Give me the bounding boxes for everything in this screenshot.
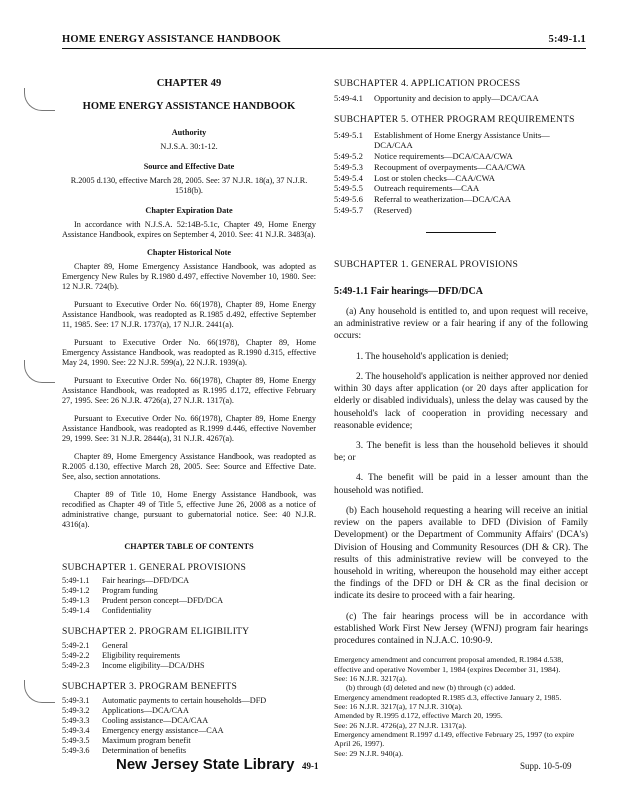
toc-row[interactable]	[62, 726, 316, 736]
toc-entry: Notice requirements—DCA/CAA/CWA	[374, 151, 513, 162]
toc-table	[62, 641, 316, 671]
toc-row[interactable]	[334, 205, 588, 216]
toc-row[interactable]	[62, 706, 316, 716]
toc-row[interactable]	[62, 641, 316, 651]
history-line: See: 29 N.J.R. 940(a).	[334, 748, 404, 758]
list-item: 4. The benefit will be paid in a lesser amount than the household was notified.	[334, 473, 588, 496]
toc-row[interactable]	[334, 93, 588, 104]
history-note: Pursuant to Executive Order No. 66(1978), Chapter 89, Home Energy Assistance Handbook, was readopted as R.1999 d.446, effective November 29, 1999. See: 31 N.J.R. 2844(a), 31 N.J.R. 4267(a).	[62, 413, 316, 443]
left-toc	[62, 562, 316, 756]
subchapter-heading: SUBCHAPTER 1. GENERAL PROVISIONS	[62, 561, 247, 573]
supplement-date: Supp. 10-5-09	[520, 761, 572, 771]
history-note: Chapter 89, Home Emergency Assistance Handbook, was readopted as R.2005 d.130, effective March 28, 2005. See: Source and Effective Date. See, also, section annotations.	[62, 451, 316, 481]
toc-table	[62, 576, 316, 616]
toc-number: 5:49-1.3	[62, 596, 90, 606]
right-column	[334, 78, 588, 758]
history-line: Emergency amendment and concurrent proposal amended, R.1984 d.538, effective and operative November 1, 1984 (expires December 31, 1984).	[334, 655, 564, 674]
toc-entry: Opportunity and decision to apply—DCA/CAA	[374, 93, 539, 104]
toc-table	[334, 93, 588, 104]
page-number: 49-1	[302, 761, 319, 771]
toc-entry: Establishment of Home Energy Assistance Units—DCA/CAA	[374, 129, 550, 151]
history-note: Pursuant to Executive Order No. 66(1978), Chapter 89, Home Energy Assistance Handbook, was readopted as R.1985 d.492, effective September 11, 1985. See: 17 N.J.R. 1737(a), 17 N.J.R. 2441(a).	[62, 299, 316, 329]
toc-row[interactable]	[62, 716, 316, 726]
list-item: 2. The household's application is neither approved nor denied within 30 days after application (or 20 days after application for elderly or disabled individuals), unless the delay was caused by the household's lack of cooperation in providing necessary and reasonable evidence;	[334, 371, 588, 431]
toc-entry: Prudent person concept—DFD/DCA	[102, 596, 223, 606]
toc-number: 5:49-5.4	[334, 172, 363, 183]
toc-row[interactable]	[334, 130, 588, 151]
toc-entry: Emergency energy assistance—CAA	[102, 725, 224, 735]
toc-entry: Determination of benefits	[102, 745, 187, 755]
history-line: See: 16 N.J.R. 3217(a), 17 N.J.R. 310(a).	[334, 701, 463, 711]
toc-entry: Maximum program benefit	[102, 735, 191, 745]
list-item: 3. The benefit is less than the household believes it should be; or	[334, 440, 588, 464]
source-text: R.2005 d.130, effective March 28, 2005. See: 37 N.J.R. 18(a), 37 N.J.R. 1518(b).	[70, 175, 308, 195]
toc-entry: Cooling assistance—DCA/CAA	[102, 715, 209, 725]
history-line: (b) through (d) deleted and new (b) through (c) added.	[346, 683, 516, 693]
toc-row[interactable]	[334, 151, 588, 162]
history-heading: Chapter Historical Note	[147, 247, 231, 257]
paragraph-items	[334, 351, 588, 497]
toc-row[interactable]	[62, 596, 316, 606]
paragraph-c: (c) The fair hearings process will be in accordance with established Work First New Jersey (WFNJ) program fair hearings procedures contained in N.J.A.C. 10:90-9.	[334, 611, 588, 647]
toc-number: 5:49-3.2	[62, 705, 90, 715]
paragraph-b: (b) Each household requesting a hearing will receive an initial review on the papers available to DFD (Division of Family Development) or the Department of Community Affairs' (DCA's) Division of Housing and Community Resources (DH & CR). The results of this administrative review will be conveyed to the household in writing, whereupon the household may either accept the findings of the DFD or DH & CR as the final decision or indicate its desire to proceed with a fair hearing.	[334, 505, 588, 602]
subchapter-heading: SUBCHAPTER 2. PROGRAM ELIGIBILITY	[62, 626, 250, 638]
toc-entry: Lost or stolen checks—CAA/CWA	[374, 172, 496, 183]
history-notes	[62, 262, 316, 530]
toc-row[interactable]	[62, 606, 316, 616]
subchapter-heading: SUBCHAPTER 3. PROGRAM BENEFITS	[62, 681, 237, 692]
toc-entry: Referral to weatherization—DCA/CAA	[374, 194, 511, 205]
subchapter-heading: SUBCHAPTER 4. APPLICATION PROCESS	[334, 78, 521, 89]
toc-entry: Outreach requirements—CAA	[374, 183, 480, 194]
toc-number: 5:49-3.5	[62, 735, 90, 745]
margin-mark	[24, 88, 55, 111]
toc-number: 5:49-1.2	[62, 586, 90, 596]
toc-row[interactable]	[334, 194, 588, 205]
toc-number: 5:49-5.7	[334, 204, 363, 215]
toc-number: 5:49-2.3	[62, 661, 90, 670]
history-note: Pursuant to Executive Order No. 66(1978), Chapter 89, Home Energy Assistance Handbook, was readopted as R.1995 d.172, effective February 27, 1995. See: 26 N.J.R. 4726(a), 27 N.J.R. 1317(a).	[62, 375, 316, 405]
toc-row[interactable]	[334, 173, 588, 184]
toc-number: 5:49-2.2	[62, 651, 90, 660]
header-section: 5:49-1.1	[548, 34, 586, 45]
toc-entry: Recoupment of overpayments—CAA/CWA	[374, 161, 526, 172]
toc-number: 5:49-4.1	[334, 93, 363, 104]
toc-entry: Applications—DCA/CAA	[102, 705, 189, 715]
history-note: Chapter 89, Home Emergency Assistance Handbook, was adopted as Emergency New Rules by R.1980 d.497, effective November 10, 1980. See: 12 N.J.R. 724(b).	[62, 261, 316, 291]
history-line: Emergency amendment R.1997 d.149, effective February 25, 1997 (to expire April 26, 1997).	[334, 730, 575, 749]
toc-entry: Program funding	[102, 586, 158, 596]
toc-table	[62, 696, 316, 756]
toc-number: 5:49-1.1	[62, 576, 90, 586]
toc-number: 5:49-3.1	[62, 695, 90, 705]
toc-row[interactable]	[62, 586, 316, 596]
authority-text: N.J.S.A. 30:1-12.	[160, 141, 218, 151]
toc-number: 5:49-5.3	[334, 161, 363, 172]
toc-entry: (Reserved)	[374, 204, 412, 215]
toc-number: 5:49-5.2	[334, 151, 363, 162]
toc-number: 5:49-5.5	[334, 183, 363, 194]
authority-heading: Authority	[171, 127, 207, 137]
toc-row[interactable]	[62, 746, 316, 756]
toc-number: 5:49-3.6	[62, 745, 90, 755]
toc-row[interactable]	[62, 736, 316, 746]
history-line: See: 26 N.J.R. 4726(a), 27 N.J.R. 1317(a).	[334, 720, 467, 730]
history-note: Pursuant to Executive Order No. 66(1978), Chapter 89, Home Emergency Assistance Handbook, was readopted as R.1990 d.315, effective May 24, 1990. See: 22 N.J.R. 599(a), 22 N.J.R. 1939(a).	[62, 337, 316, 367]
margin-mark	[24, 680, 55, 703]
toc-row[interactable]	[62, 651, 316, 661]
paragraph-a: (a) Any household is entitled to, and upon request will receive, an administrative review or a fair hearing if any of the following occurs:	[334, 307, 588, 342]
section-history	[334, 655, 588, 758]
toc-number: 5:49-2.1	[62, 641, 90, 650]
toc-row[interactable]	[334, 183, 588, 194]
toc-entry: Eligibility requirements	[102, 651, 180, 660]
margin-mark	[24, 360, 55, 383]
toc-row[interactable]	[62, 661, 316, 671]
expiration-text: In accordance with N.J.S.A. 52:14B-5.1c, Chapter 49, Home Energy Assistance Handbook, expires on September 4, 2010. See: 41 N.J.R. 3483(a).	[62, 219, 316, 239]
toc-number: 5:49-5.1	[334, 129, 363, 140]
toc-number: 5:49-1.4	[62, 606, 90, 616]
section-title: 5:49-1.1 Fair hearings—DFD/DCA	[334, 286, 483, 298]
right-toc	[334, 78, 588, 216]
toc-entry: Income eligibility—DCA/DHS	[102, 661, 205, 670]
toc-number: 5:49-3.4	[62, 725, 90, 735]
subchapter-heading: SUBCHAPTER 1. GENERAL PROVISIONS	[334, 258, 519, 270]
history-note: Chapter 89 of Title 10, Home Energy Assistance Handbook, was recodified as Chapter 49 of Title 5, effective June 26, 2008 as a notice of administrative change, pursuant to gubernatorial notice. See: 40 N.J.R. 4316(a).	[62, 489, 316, 529]
toc-entry: Automatic payments to certain households—DFD	[102, 695, 267, 705]
chapter-number: CHAPTER 49	[156, 78, 222, 89]
toc-heading: CHAPTER TABLE OF CONTENTS	[124, 541, 254, 551]
toc-entry: General	[102, 641, 128, 650]
chapter-title: HOME ENERGY ASSISTANCE HANDBOOK	[82, 100, 296, 112]
subchapter-heading: SUBCHAPTER 5. OTHER PROGRAM REQUIREMENTS	[334, 114, 575, 126]
toc-entry: Fair hearings—DFD/DCA	[102, 576, 190, 586]
toc-number: 5:49-3.3	[62, 715, 90, 725]
list-item: 1. The household's application is denied;	[356, 351, 509, 362]
divider	[426, 232, 496, 233]
toc-row[interactable]	[334, 162, 588, 173]
page-footer	[0, 756, 618, 780]
source-heading: Source and Effective Date	[143, 161, 235, 171]
library-stamp: New Jersey State Library	[116, 756, 295, 773]
toc-entry: Confidentiality	[102, 606, 152, 616]
history-line: See: 16 N.J.R. 3217(a).	[334, 673, 407, 683]
toc-number: 5:49-5.6	[334, 194, 363, 205]
history-line: Emergency amendment readopted R.1985 d.3, effective January 2, 1985.	[334, 692, 562, 702]
toc-row[interactable]	[62, 576, 316, 586]
toc-table	[334, 130, 588, 216]
toc-row[interactable]	[62, 696, 316, 706]
running-header	[62, 34, 586, 49]
header-title: HOME ENERGY ASSISTANCE HANDBOOK	[62, 34, 281, 45]
expiration-heading: Chapter Expiration Date	[145, 205, 233, 215]
history-line: Amended by R.1995 d.172, effective March 20, 1995.	[334, 711, 503, 721]
left-column	[62, 78, 316, 756]
